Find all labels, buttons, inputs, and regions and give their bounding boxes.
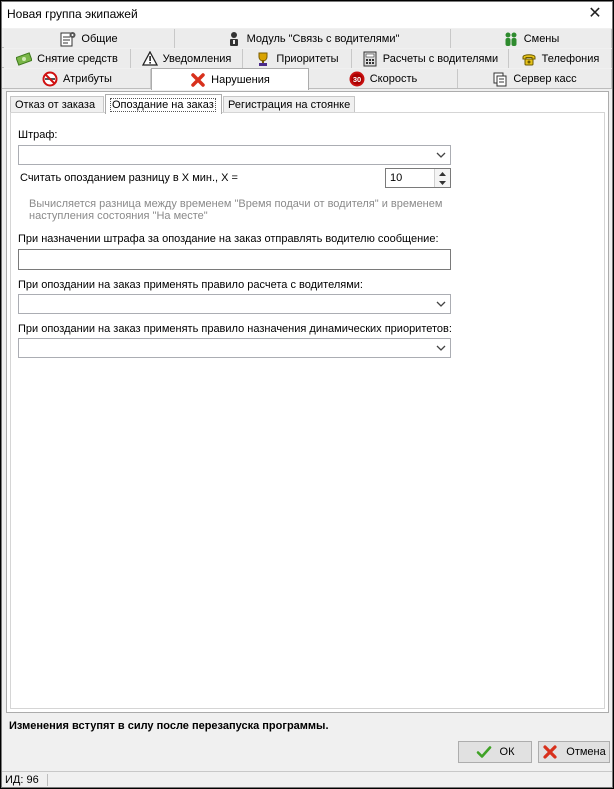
cash-server-icon [492, 71, 508, 87]
late-diff-spinner[interactable]: 10 [385, 168, 451, 188]
dialog-window [1, 1, 613, 788]
tab-withdrawals[interactable] [4, 49, 131, 68]
tab-row-1 [2, 29, 612, 48]
tab-label: Приоритеты [276, 52, 339, 65]
title-bar [2, 2, 612, 28]
priority-rule-select[interactable] [18, 338, 451, 358]
tab-label: Расчеты с водителями [382, 52, 499, 65]
driver-module-icon [226, 31, 242, 47]
tab-general[interactable] [4, 29, 175, 48]
tab-label: Телефония [541, 52, 600, 65]
tab-label: Сервер касс [513, 72, 577, 85]
money-icon [16, 51, 32, 67]
violations-panel [6, 91, 609, 713]
tab-attributes[interactable] [4, 69, 151, 88]
trophy-icon [255, 51, 271, 67]
tab-priorities[interactable] [243, 49, 352, 68]
late-diff-label: Считать опозданием разницу в X мин., X = [20, 172, 238, 184]
calculator-icon [362, 51, 378, 67]
late-arrival-content [10, 112, 605, 709]
tab-speed[interactable] [309, 69, 458, 88]
tab-driver-settlements[interactable] [352, 49, 509, 68]
tab-label: Модуль "Связь с водителями" [246, 32, 400, 45]
warning-icon [142, 51, 158, 67]
close-button[interactable]: ✕ [588, 5, 602, 22]
red-x-icon [542, 744, 558, 760]
calc-rule-label: При опоздании на заказ применять правило расчета с водителями: [18, 279, 363, 291]
restart-notice: Изменения вступят в силу после перезапуска программы. [9, 720, 329, 732]
tab-row-3 [2, 68, 612, 89]
tab-violations[interactable] [151, 68, 309, 90]
spinner-arrows [434, 169, 450, 187]
tab-label: Смены [523, 32, 560, 45]
cancel-button[interactable]: Отмена [538, 741, 610, 763]
tab-shifts[interactable] [451, 29, 612, 48]
check-icon [476, 744, 492, 760]
settings-sheet-icon [60, 31, 76, 47]
tab-label: Уведомления [162, 52, 232, 65]
ok-button[interactable]: ОК [458, 741, 532, 763]
spin-down-icon[interactable] [435, 178, 450, 187]
tab-cash-server[interactable] [458, 69, 612, 88]
message-input[interactable] [18, 249, 451, 270]
tab-telephony[interactable] [509, 49, 612, 68]
late-diff-hint: Вычисляется разница между временем "Время подачи от водителя" и временем наступления состояния "На месте" [29, 198, 443, 222]
subtab-late-arrival[interactable]: Опоздание на заказ [105, 94, 222, 114]
no-smoking-icon [42, 71, 58, 87]
calc-rule-select[interactable] [18, 294, 451, 314]
tab-driver-module[interactable] [175, 29, 451, 48]
tab-row-2 [2, 49, 612, 68]
tab-notifications[interactable] [131, 49, 243, 68]
chevron-down-icon[interactable] [432, 296, 449, 312]
phone-icon [521, 51, 537, 67]
tab-label: Нарушения [211, 73, 270, 86]
status-id: ИД: 96 [5, 774, 48, 786]
fine-label: Штраф: [18, 129, 58, 141]
status-bar [2, 771, 612, 787]
speed-30-icon [349, 71, 365, 87]
subtab-order-refusal[interactable]: Отказ от заказа [10, 96, 104, 113]
tab-label: Атрибуты [63, 72, 112, 85]
subtab-parking-registration[interactable]: Регистрация на стоянке [223, 96, 355, 113]
message-label: При назначении штрафа за опоздание на заказ отправлять водителю сообщение: [18, 233, 439, 245]
fine-select[interactable] [18, 145, 451, 165]
spin-up-icon[interactable] [435, 169, 450, 178]
tab-label: Скорость [369, 72, 418, 85]
people-icon [503, 31, 519, 47]
tab-label: Общие [81, 32, 118, 45]
red-x-icon [190, 72, 206, 88]
chevron-down-icon[interactable] [432, 147, 449, 163]
tab-label: Снятие средств [37, 52, 118, 65]
svg-text:30: 30 [352, 74, 361, 84]
priority-rule-label: При опоздании на заказ применять правило назначения динамических приоритетов: [18, 323, 452, 335]
chevron-down-icon[interactable] [432, 340, 449, 356]
window-title: Новая группа экипажей [7, 7, 138, 21]
